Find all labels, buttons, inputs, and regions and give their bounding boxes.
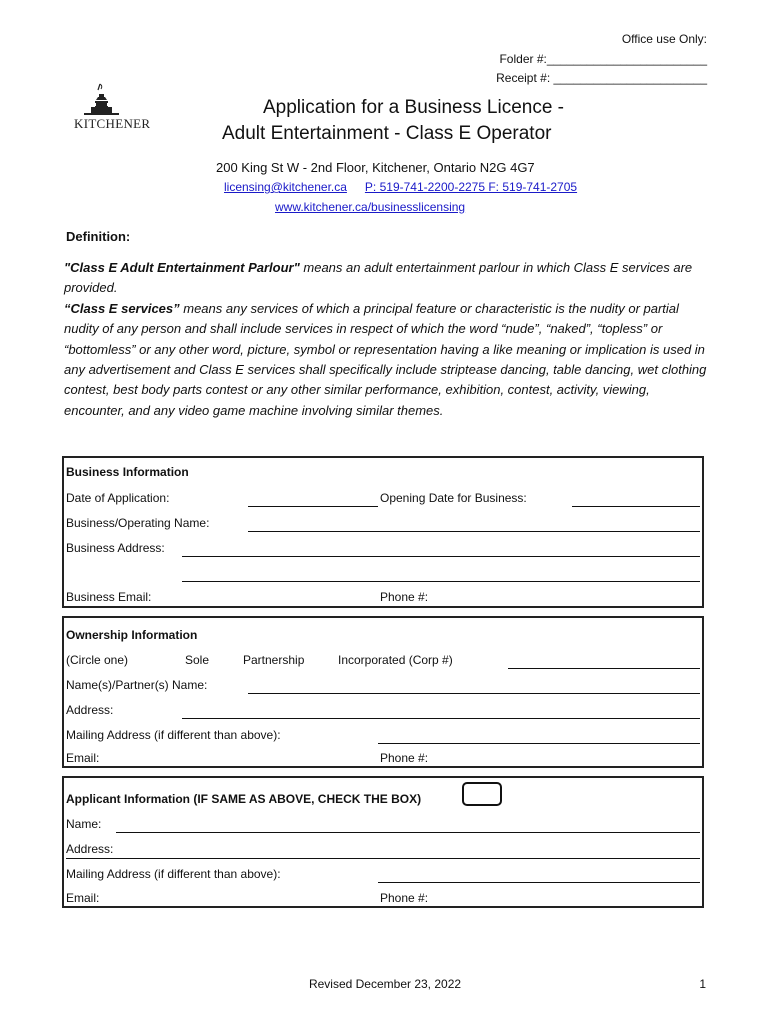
revised-date: Revised December 23, 2022 [308,977,462,991]
business-address-label: Business Address: [66,541,165,555]
business-phone-label: Phone #: [380,590,429,604]
business-name-field[interactable] [248,531,700,532]
definition-heading: Definition: [66,229,131,244]
applicant-mailing-address-field[interactable] [378,882,700,883]
contact-line [224,180,577,194]
phone-fax-numbers: P: 519-741-2200-2275 F: 519-741-2705 [364,180,578,194]
applicant-phone-label: Phone #: [380,891,429,905]
applicant-email-label: Email: [66,891,100,905]
folder-number-field: Folder #:________________________ [499,52,707,66]
owner-phone-label: Phone #: [380,751,429,765]
city-hall-logo-icon [70,80,142,120]
same-as-above-checkbox[interactable] [462,782,502,806]
applicant-mailing-address-label: Mailing Address (if different than above): [66,867,281,881]
office-address: 200 King St W - 2nd Floor, Kitchener, Ontario N2G 4G7 [216,160,535,175]
form-title-line2: Adult Entertainment - Class E Operator [222,123,552,144]
business-information-section [62,456,704,608]
definition-text [64,258,714,421]
ownership-option-partnership[interactable]: Partnership [243,653,305,667]
definition-text-services: means any services of which a principal feature or characteristic is the nudity or partial nudity of any person and shall include services in respect of which the word “nude”, “naked”, “topless” or “bottomless” or any other word, picture, symbol or representation having a like meaning or implication is used in any advertisement and Class E services shall specifically include striptease dancing, table dancing, wet clothing contest, best body parts contest or any other similar performance, exhibition, contest, activity, viewing, encounter, and any video game machine involving similar themes. [64,300,707,418]
business-address-field-2[interactable] [182,581,700,582]
office-use-label: Office use Only: [621,32,707,46]
owner-mailing-address-field[interactable] [378,743,700,744]
opening-date-field[interactable] [572,506,700,507]
kitchener-logo [70,80,151,138]
partner-names-field[interactable] [248,693,700,694]
form-title-line1: Application for a Business Licence - [263,97,564,118]
date-of-application-label: Date of Application: [66,491,170,505]
business-name-label: Business/Operating Name: [66,516,210,530]
page-number: 1 [699,977,706,991]
logo-wordmark: KITCHENER [74,116,151,131]
owner-address-field[interactable] [182,718,700,719]
circle-one-label: (Circle one) [66,653,129,667]
partner-names-label: Name(s)/Partner(s) Name: [66,678,208,692]
ownership-option-incorporated[interactable]: Incorporated (Corp #) [338,653,453,667]
business-email-label: Business Email: [66,590,152,604]
applicant-name-field[interactable] [116,832,700,833]
owner-email-label: Email: [66,751,100,765]
receipt-number-field: Receipt #: _______________________ [496,71,707,85]
email-link[interactable]: licensing@kitchener.ca [224,180,347,194]
applicant-information-section [62,776,704,908]
owner-mailing-address-label: Mailing Address (if different than above): [66,728,281,742]
business-address-field[interactable] [182,556,700,557]
definition-term-services: “Class E services” [64,300,180,316]
owner-address-label: Address: [66,703,114,717]
applicant-address-field[interactable] [66,858,700,859]
corp-number-field[interactable] [508,668,700,669]
ownership-information-section [62,616,704,768]
definition-term-parlour: "Class E Adult Entertainment Parlour" [64,260,300,275]
ownership-info-heading: Ownership Information [66,628,198,642]
applicant-name-label: Name: [66,817,102,831]
business-info-heading: Business Information [66,465,189,479]
date-of-application-field[interactable] [248,506,378,507]
ownership-option-sole[interactable]: Sole [185,653,210,667]
definition-text-parlour: means an adult entertainment parlour in which Class E services are provided. [64,260,693,296]
applicant-info-heading: Applicant Information (IF SAME AS ABOVE, CHECK THE BOX) [66,792,422,806]
opening-date-label: Opening Date for Business: [380,491,527,505]
website-link[interactable]: www.kitchener.ca/businesslicensing [275,200,466,214]
applicant-address-label: Address: [66,842,114,856]
